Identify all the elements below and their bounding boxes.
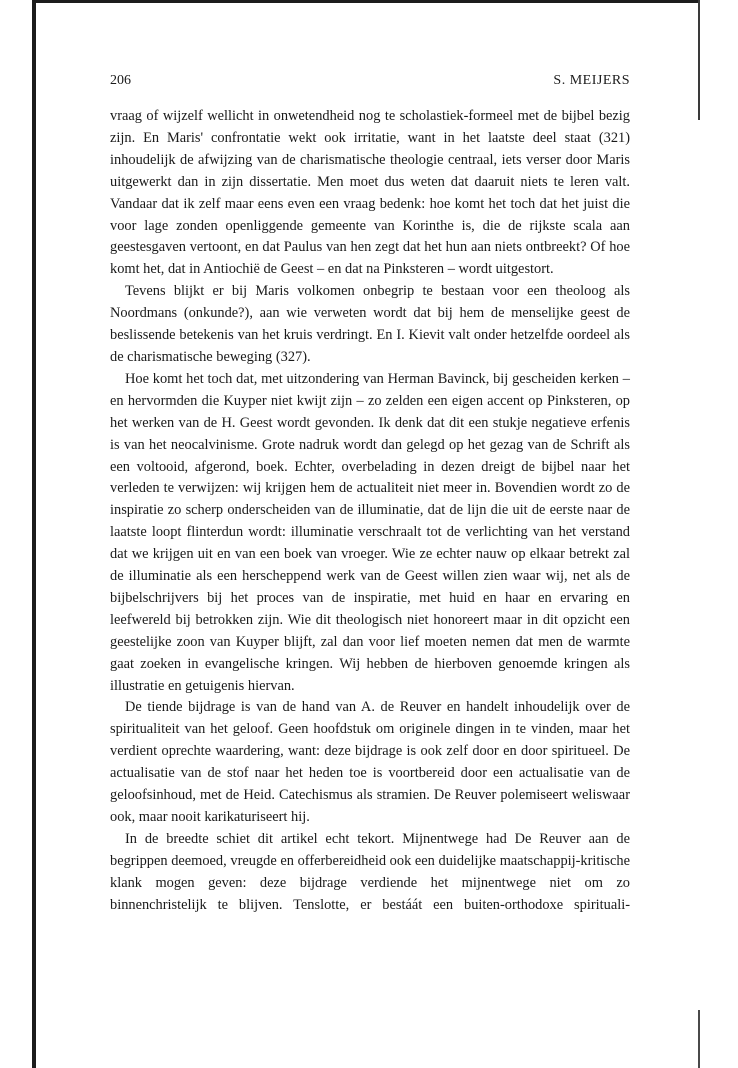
scan-edge-right [698,0,700,120]
paragraph-1: vraag of wijzelf wellicht in onwetendheid nog te scholastiek-formeel met de bijbel bezig zijn. En Maris' confrontatie wekt ook irritatie, want in het laatste deel staat (321) inhoudelijk de afwijzing van de charismatische theologie centraal, iets verser door Maris uitgewerkt dan in zijn dissertatie. Men moet dus weten dat daaruit niets te leren valt. Vandaar dat ik zelf maar eens even een vraag bedenk: hoe komt het toch dat het juist die voor lage zonden openliggende gemeente van Korinthe is, die de rijkste scala aan geestesgaven vertoont, en dat Paulus van hen zegt dat het hun aan niets ontbreekt? Of hoe komt het, dat in Antiochië de Geest – en dat na Pinksteren – wordt uitgestort. [110,108,630,278]
paragraph-3: Hoe komt het toch dat, met uitzondering van Herman Bavinck, bij gescheiden kerken – en hervormden die Kuyper niet kwijt zijn – zo zelden een eigen accent op Pinksteren, op het werken van de H. Geest wordt gevonden. Ik denk dat dit een stukje negatieve erfenis is van het neocalvinisme. Grote nadruk wordt dan gelegd op het gezag van de Schrift als een voltooid, afgerond, boek. Echter, overbelading in dezen dreigt de bijbel naar het verleden te verwijzen: wij krijgen hem de actualiteit niet meer in. Bovendien wordt zo de inspiratie zo scherp onderscheiden van de illuminatie, dat de lijn die uit de eerste naar de laatste loopt flinterdun wordt: illuminatie verschraalt tot de verlichting van het verstand dat we krijgen uit en van een boek van vroeger. Wie ze echter nauw op elkaar betrekt zal de illuminatie als een herscheppend werk van de Geest willen zien waar wij, net als de bijbelschrijvers bij het proces van de inspiratie, met huid en haar en ervaring en leefwereld bij betrokken zijn. Wie dit theologisch niet honoreert maar in dit opzicht een geestelijke zoon van Kuyper blijft, zal dan voor lief moeten nemen dat men de warmte gaat zoeken in evangelische kringen. Wij hebben de hierboven genoemde kringen als illustratie en getuigenis hiervan. [110,370,630,694]
paragraph-4: De tiende bijdrage is van de hand van A. de Reuver en handelt inhoudelijk over de spiritualiteit van het geloof. Geen hoofdstuk om originele dingen in te vinden, maar het verdient oprechte waardering, want: deze bijdrage is ook zelf door en door spiritueel. De actualisatie van de stof naar het heden toe is voortbereid door een actualisatie van de geloofsinhoud, met de Heid. Catechismus als stramien. De Reuver polemiseert weliswaar ook, maar nooit karikaturiseert hij. [110,699,630,825]
scan-edge-left [32,0,36,1068]
page-header [110,73,630,89]
body-text [110,106,630,917]
page-number: 206 [110,73,131,88]
paragraph-5: In de breedte schiet dit artikel echt tekort. Mijnentwege had De Reuver aan de begrippen deemoed, vreugde en offerbereidheid ook een duidelijke maatschappij-kritische klank mogen geven: deze bijdrage verdiende het mijnentwege niet om zo binnenchristelijk te blijven. Tenslotte, er bestáát een buiten-orthodoxe spirituali- [110,830,630,913]
book-page [110,73,630,917]
paragraph-2: Tevens blijkt er bij Maris volkomen onbegrip te bestaan voor een theoloog als Noordmans (onkunde?), aan wie verweten wordt dat bij hem de menselijke geest de beslissende betekenis van het kruis verdringt. En I. Kievit valt onder hetzelfde oordeel als de charismatische beweging (327). [110,283,630,365]
scan-edge-top [36,0,700,3]
running-head: S. MEIJERS [553,73,630,88]
scan-edge-right-lower [698,1010,700,1068]
